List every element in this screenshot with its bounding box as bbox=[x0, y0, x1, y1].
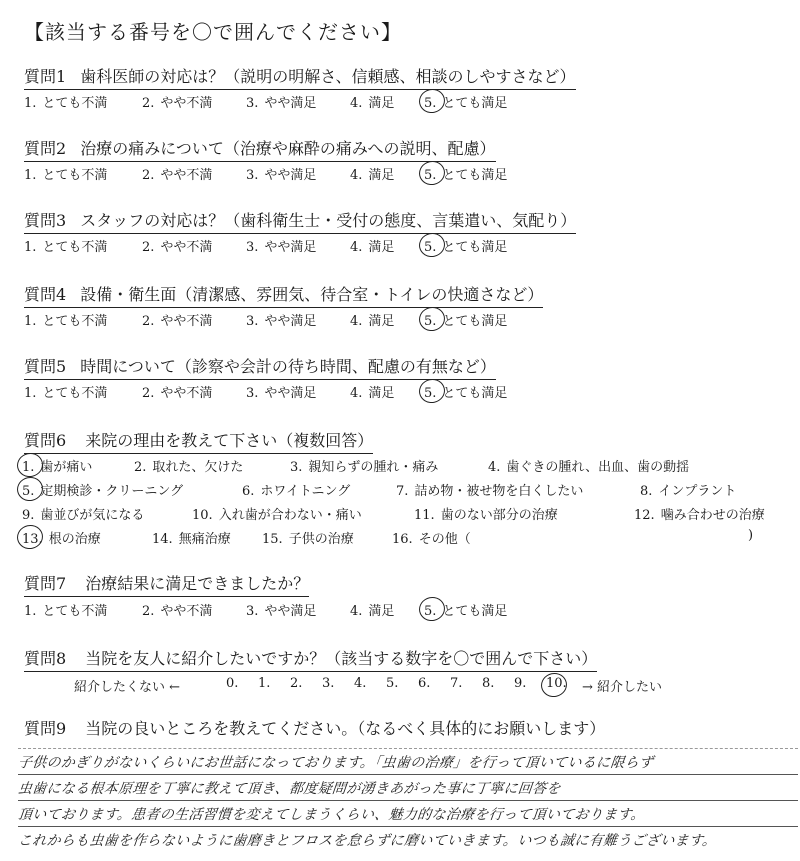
rating-option-3[interactable] bbox=[246, 164, 316, 183]
q7-options bbox=[24, 600, 780, 622]
q5-options bbox=[24, 382, 780, 404]
rating-option-5[interactable] bbox=[424, 382, 507, 401]
q6-option-number: 7. bbox=[396, 484, 409, 499]
q6-title bbox=[24, 428, 373, 454]
rating-option-label: やや不満 bbox=[160, 314, 213, 329]
q6-option-13[interactable] bbox=[22, 528, 101, 547]
rating-option-number: 2. bbox=[142, 96, 155, 111]
rating-option-number: 3. bbox=[246, 386, 259, 401]
rating-option-label: とても満足 bbox=[442, 604, 508, 619]
q6-option-label: 定期検診・クリーニング bbox=[40, 484, 184, 499]
rating-option-label: やや不満 bbox=[160, 386, 213, 401]
rating-option-label: 満足 bbox=[368, 314, 395, 329]
q6-option-label: 入れ歯が合わない・痛い bbox=[218, 508, 362, 523]
rating-option-number: 2. bbox=[142, 240, 155, 255]
q6-option-label: 噛み合わせの治療 bbox=[660, 508, 765, 523]
q6-option-14[interactable] bbox=[152, 528, 231, 547]
rating-option-1[interactable] bbox=[24, 310, 107, 329]
q6-option-label: ホワイトニング bbox=[260, 484, 351, 499]
q8-right-label: → 紹介したい bbox=[582, 680, 663, 695]
q6-option-number: 8. bbox=[640, 484, 653, 499]
q6-option-number: 14. bbox=[152, 532, 173, 547]
rating-option-5[interactable] bbox=[424, 600, 507, 619]
q8-scale-number[interactable]: 7. bbox=[450, 676, 463, 691]
question-text: 治療の痛みについて（治療や麻酔の痛みへの説明、配慮） bbox=[80, 139, 496, 158]
rating-option-label: やや満足 bbox=[264, 604, 317, 619]
question-label: 質問1 bbox=[24, 67, 67, 86]
rating-option-label: 満足 bbox=[368, 96, 395, 111]
rating-option-4[interactable] bbox=[350, 164, 394, 183]
q6-label: 質問6 bbox=[24, 431, 67, 450]
rating-option-label: とても不満 bbox=[42, 168, 108, 183]
q6-option-label: インプラント bbox=[658, 484, 737, 499]
q8-text: 当院を友人に紹介したいですか？（該当する数字を〇で囲んで下さい） bbox=[85, 649, 598, 668]
rating-option-number: 2. bbox=[142, 314, 155, 329]
rating-option-number: 1. bbox=[24, 314, 37, 329]
rating-option-number: 3. bbox=[246, 168, 259, 183]
rating-option-label: とても満足 bbox=[442, 240, 508, 255]
rating-option-label: やや満足 bbox=[264, 314, 317, 329]
q6-other-close-paren: ) bbox=[748, 528, 754, 543]
rating-option-number: 3. bbox=[246, 96, 259, 111]
q9-title bbox=[24, 716, 605, 741]
rating-option-number: 4. bbox=[350, 604, 363, 619]
rating-option-4[interactable] bbox=[350, 236, 394, 255]
rating-option-1[interactable] bbox=[24, 164, 107, 183]
rating-option-label: とても不満 bbox=[42, 386, 108, 401]
q6-option-6[interactable] bbox=[242, 480, 350, 499]
rating-option-1[interactable] bbox=[24, 382, 107, 401]
q8-scale-number[interactable]: 10. bbox=[546, 676, 567, 691]
q6-option-11[interactable] bbox=[414, 504, 558, 523]
q6-option-label: 根の治療 bbox=[48, 532, 101, 547]
rating-option-5[interactable] bbox=[424, 92, 507, 111]
q6-option-row bbox=[22, 528, 780, 550]
q6-option-row bbox=[22, 456, 780, 478]
q6-option-number: 5. bbox=[22, 484, 35, 499]
q8-scale-number[interactable]: 0. bbox=[226, 676, 239, 691]
question-text: スタッフの対応は？（歯科衛生士・受付の態度、言葉遣い、気配り） bbox=[80, 211, 577, 230]
q6-option-3[interactable] bbox=[290, 456, 438, 475]
rating-option-label: 満足 bbox=[368, 240, 395, 255]
q6-option-number: 13. bbox=[22, 532, 43, 547]
q8-label: 質問8 bbox=[24, 649, 67, 668]
q6-option-number: 11. bbox=[414, 508, 435, 523]
rating-option-number: 1. bbox=[24, 386, 37, 401]
q6-option-label: 子供の治療 bbox=[288, 532, 354, 547]
rating-option-label: 満足 bbox=[368, 168, 395, 183]
q6-option-7[interactable] bbox=[396, 480, 583, 499]
question-label: 質問5 bbox=[24, 357, 67, 376]
q8-scale-number[interactable]: 9. bbox=[514, 676, 527, 691]
rating-option-number: 5. bbox=[424, 168, 437, 183]
rating-option-4[interactable] bbox=[350, 92, 394, 111]
q6-option-5[interactable] bbox=[22, 480, 183, 499]
q8-scale-number[interactable]: 4. bbox=[354, 676, 367, 691]
rating-option-2[interactable] bbox=[142, 236, 212, 255]
rating-option-1[interactable] bbox=[24, 92, 107, 111]
q6-option-label: 親知らずの腫れ・痛み bbox=[308, 460, 439, 475]
rating-option-label: やや満足 bbox=[264, 96, 317, 111]
rating-option-5[interactable] bbox=[424, 164, 507, 183]
rating-option-label: やや満足 bbox=[264, 168, 317, 183]
q6-option-number: 2. bbox=[134, 460, 147, 475]
q6-option-row bbox=[22, 480, 780, 502]
q1-options bbox=[24, 92, 780, 114]
q6-option-number: 12. bbox=[634, 508, 655, 523]
q6-option-label: 詰め物・被せ物を白くしたい bbox=[414, 484, 584, 499]
q6-option-label: 無痛治療 bbox=[178, 532, 231, 547]
q6-option-number: 6. bbox=[242, 484, 255, 499]
q9-text: 当院の良いところを教えてください。（なるべく具体的にお願いします） bbox=[85, 719, 606, 738]
q8-scale-number[interactable]: 1. bbox=[258, 676, 271, 691]
q6-option-15[interactable] bbox=[262, 528, 354, 547]
q6-option-number: 15. bbox=[262, 532, 283, 547]
rating-option-number: 4. bbox=[350, 314, 363, 329]
rating-option-label: とても満足 bbox=[442, 314, 508, 329]
rating-option-label: とても満足 bbox=[442, 168, 508, 183]
q3-options bbox=[24, 236, 780, 258]
q8-scale-number[interactable]: 5. bbox=[386, 676, 399, 691]
rating-option-label: やや不満 bbox=[160, 240, 213, 255]
q9-handwritten-line: これからも虫歯を作らないように歯磨きとフロスを怠らずに磨いていきます。いつも誠に有難うございます。 bbox=[17, 833, 718, 849]
q6-option-label: 歯が痛い bbox=[40, 460, 93, 475]
rating-option-number: 3. bbox=[246, 604, 259, 619]
q6-option-label: 取れた、欠けた bbox=[152, 460, 244, 475]
q8-scale-number[interactable]: 3. bbox=[322, 676, 335, 691]
rating-option-number: 3. bbox=[246, 314, 259, 329]
rating-option-label: とても満足 bbox=[442, 96, 508, 111]
q2-options bbox=[24, 164, 780, 186]
rating-option-4[interactable] bbox=[350, 382, 394, 401]
q6-option-2[interactable] bbox=[134, 456, 243, 475]
rating-option-label: やや不満 bbox=[160, 168, 213, 183]
q6-option-number: 4. bbox=[488, 460, 501, 475]
q1-title bbox=[24, 64, 576, 90]
q6-option-10[interactable] bbox=[192, 504, 362, 523]
q4-options bbox=[24, 310, 780, 332]
rating-option-number: 4. bbox=[350, 386, 363, 401]
rating-option-number: 5. bbox=[424, 96, 437, 111]
rating-option-5[interactable] bbox=[424, 310, 507, 329]
q6-option-9[interactable] bbox=[22, 504, 144, 523]
q6-option-8[interactable] bbox=[640, 480, 736, 499]
rating-option-number: 2. bbox=[142, 386, 155, 401]
q9-handwritten-line: 子供のかぎりがないくらいにお世話になっております。「虫歯の治療」を行って頂いているに限らず bbox=[17, 755, 655, 771]
rating-option-1[interactable] bbox=[24, 236, 107, 255]
rating-option-number: 5. bbox=[424, 314, 437, 329]
rating-option-number: 5. bbox=[424, 386, 437, 401]
q6-option-number: 9. bbox=[22, 508, 35, 523]
rating-option-number: 1. bbox=[24, 604, 37, 619]
rating-option-label: とても不満 bbox=[42, 96, 108, 111]
rating-option-2[interactable] bbox=[142, 164, 212, 183]
rating-option-2[interactable] bbox=[142, 310, 212, 329]
rating-option-3[interactable] bbox=[246, 382, 316, 401]
rating-option-label: 満足 bbox=[368, 386, 395, 401]
q6-option-number: 16. bbox=[392, 532, 413, 547]
rating-option-label: やや満足 bbox=[264, 240, 317, 255]
rating-option-number: 5. bbox=[424, 240, 437, 255]
rating-option-3[interactable] bbox=[246, 600, 316, 619]
q6-option-1[interactable] bbox=[22, 456, 92, 475]
question-text: 時間について（診察や会計の待ち時間、配慮の有無など） bbox=[80, 357, 496, 376]
rating-option-3[interactable] bbox=[246, 92, 316, 111]
question-label: 質問4 bbox=[24, 285, 67, 304]
rating-option-1[interactable] bbox=[24, 600, 107, 619]
rating-option-number: 4. bbox=[350, 168, 363, 183]
q6-option-label: 歯ぐきの腫れ、出血、歯の動揺 bbox=[506, 460, 690, 475]
q6-option-label: 歯のない部分の治療 bbox=[440, 508, 558, 523]
rating-option-number: 1. bbox=[24, 168, 37, 183]
rating-option-2[interactable] bbox=[142, 92, 212, 111]
q6-option-number: 3. bbox=[290, 460, 303, 475]
rating-option-label: とても満足 bbox=[442, 386, 508, 401]
rating-option-4[interactable] bbox=[350, 310, 394, 329]
q8-title bbox=[24, 646, 597, 672]
q6-option-number: 1. bbox=[22, 460, 35, 475]
rating-option-2[interactable] bbox=[142, 600, 212, 619]
rating-option-label: やや不満 bbox=[160, 96, 213, 111]
q6-option-number: 10. bbox=[192, 508, 213, 523]
question-text: 歯科医師の対応は？（説明の明解さ、信頼感、相談のしやすさなど） bbox=[80, 67, 576, 86]
rating-option-number: 3. bbox=[246, 240, 259, 255]
q6-option-16[interactable] bbox=[392, 528, 471, 547]
rating-option-number: 1. bbox=[24, 96, 37, 111]
q2-title bbox=[24, 136, 496, 162]
question-text: 設備・衛生面（清潔感、雰囲気、待合室・トイレの快適さなど） bbox=[80, 285, 544, 304]
rating-option-number: 4. bbox=[350, 240, 363, 255]
q8-left-label: 紹介したくない ← bbox=[74, 680, 181, 695]
q8-scale-number[interactable]: 6. bbox=[418, 676, 431, 691]
rating-option-number: 2. bbox=[142, 168, 155, 183]
q6-text: 来院の理由を教えて下さい（複数回答） bbox=[85, 431, 374, 450]
rating-option-label: やや不満 bbox=[160, 604, 213, 619]
question-label: 質問3 bbox=[24, 211, 67, 230]
q3-title bbox=[24, 208, 576, 234]
rating-option-number: 5. bbox=[424, 604, 437, 619]
q7-title bbox=[24, 571, 309, 597]
q8-scale-number[interactable]: 2. bbox=[290, 676, 303, 691]
rating-option-number: 1. bbox=[24, 240, 37, 255]
q9-handwritten-line: 頂いております。患者の生活習慣を変えてしまうくらい、魅力的な治療を行って頂いております。 bbox=[17, 807, 646, 823]
q4-title bbox=[24, 282, 543, 308]
rating-option-label: 満足 bbox=[368, 604, 395, 619]
q7-label: 質問7 bbox=[24, 574, 67, 593]
q6-option-4[interactable] bbox=[488, 456, 689, 475]
rating-option-4[interactable] bbox=[350, 600, 394, 619]
q9-label: 質問9 bbox=[24, 719, 67, 738]
rating-option-number: 2. bbox=[142, 604, 155, 619]
rating-option-label: とても不満 bbox=[42, 314, 108, 329]
q8-scale-number[interactable]: 8. bbox=[482, 676, 495, 691]
question-label: 質問2 bbox=[24, 139, 67, 158]
rating-option-5[interactable] bbox=[424, 236, 507, 255]
q6-option-12[interactable] bbox=[634, 504, 765, 523]
rating-option-number: 4. bbox=[350, 96, 363, 111]
rating-option-label: とても不満 bbox=[42, 240, 108, 255]
q6-option-label: 歯並びが気になる bbox=[40, 508, 145, 523]
rating-option-label: とても不満 bbox=[42, 604, 108, 619]
page-title: 【該当する番号を〇で囲んでください】 bbox=[24, 20, 402, 44]
rating-option-2[interactable] bbox=[142, 382, 212, 401]
q9-handwritten-line: 虫歯になる根本原理を丁寧に教えて頂き、都度疑問が湧きあがった事に丁寧に回答を bbox=[17, 781, 562, 797]
q6-option-row bbox=[22, 504, 780, 526]
rating-option-3[interactable] bbox=[246, 310, 316, 329]
q7-text: 治療結果に満足できましたか？ bbox=[85, 574, 310, 593]
q6-option-label: その他（ bbox=[418, 532, 471, 547]
q5-title bbox=[24, 354, 496, 380]
rating-option-label: やや満足 bbox=[264, 386, 317, 401]
q9-answer-area[interactable] bbox=[18, 748, 788, 848]
rating-option-3[interactable] bbox=[246, 236, 316, 255]
